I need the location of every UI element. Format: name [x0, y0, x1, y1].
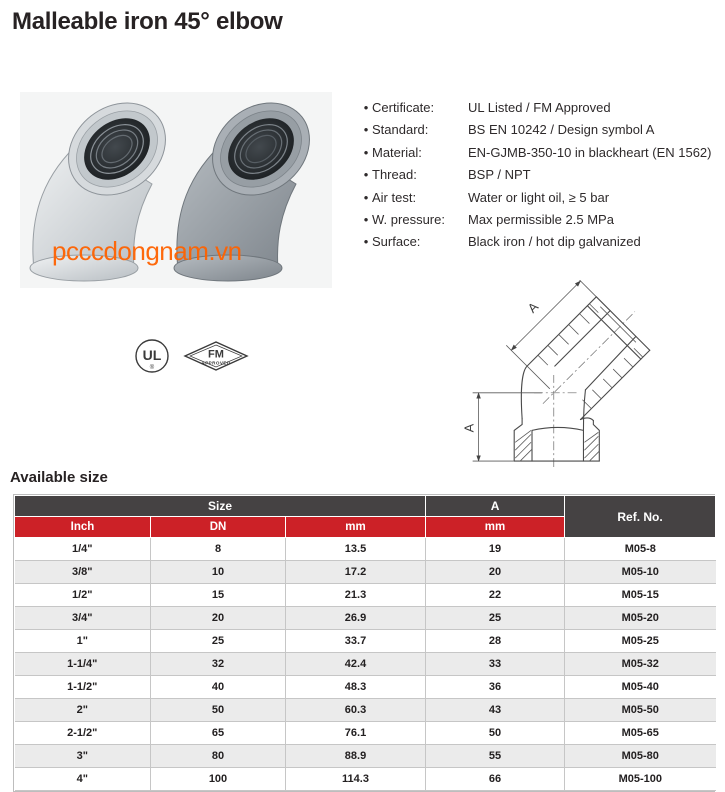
table-cell: M05-50	[565, 699, 716, 722]
table-cell: 8	[151, 538, 286, 561]
table-cell: 10	[151, 561, 286, 584]
spec-value: Water or light oil, ≥ 5 bar	[468, 189, 610, 205]
spec-label: Surface:	[372, 234, 421, 250]
table-cell: 88.9	[286, 745, 426, 768]
bullet-icon: •	[363, 144, 369, 160]
table-cell: 65	[151, 722, 286, 745]
svg-text:®: ®	[149, 365, 155, 371]
table-cell: 28	[426, 630, 565, 653]
table-cell: 36	[426, 676, 565, 699]
table-row	[15, 676, 716, 699]
ul-logo-icon	[136, 340, 168, 372]
spec-row-material	[360, 142, 720, 164]
table-cell: 33	[426, 653, 565, 676]
size-table	[14, 495, 716, 791]
table-cell: M05-65	[565, 722, 716, 745]
table-row	[15, 768, 716, 791]
table-cell: 15	[151, 584, 286, 607]
bullet-icon: •	[363, 189, 369, 205]
table-cell: 2"	[15, 699, 151, 722]
table-cell: 80	[151, 745, 286, 768]
table-cell: 76.1	[286, 722, 426, 745]
certification-logos	[131, 336, 251, 378]
table-cell: 13.5	[286, 538, 426, 561]
table-cell: 19	[426, 538, 565, 561]
bullet-icon: •	[363, 122, 369, 138]
header-size: Size	[15, 496, 426, 517]
spec-row-standard	[360, 119, 720, 141]
table-row	[15, 607, 716, 630]
spec-row-thread	[360, 164, 720, 186]
table-cell: 100	[151, 768, 286, 791]
watermark-text: pcccdongnam.vn	[52, 236, 242, 266]
size-table-body	[15, 538, 716, 791]
spec-value: UL Listed / FM Approved	[468, 100, 611, 115]
table-cell: M05-25	[565, 630, 716, 653]
table-cell: 25	[151, 630, 286, 653]
available-size-heading: Available size	[10, 469, 108, 486]
svg-text:A: A	[461, 423, 477, 433]
svg-text:FM: FM	[208, 348, 224, 361]
table-row	[15, 699, 716, 722]
table-cell: M05-32	[565, 653, 716, 676]
spec-label: Material:	[372, 144, 422, 160]
table-cell: 1"	[15, 630, 151, 653]
table-cell: 43	[426, 699, 565, 722]
table-row	[15, 538, 716, 561]
table-row	[15, 722, 716, 745]
product-photo	[20, 92, 332, 288]
header-mm-a: mm	[426, 517, 565, 538]
table-row	[15, 745, 716, 768]
table-cell: 60.3	[286, 699, 426, 722]
table-cell: 3"	[15, 745, 151, 768]
table-cell: 26.9	[286, 607, 426, 630]
bullet-icon: •	[363, 100, 369, 115]
table-cell: 1/2"	[15, 584, 151, 607]
table-cell: M05-80	[565, 745, 716, 768]
svg-text:A: A	[524, 299, 542, 316]
header-a: A	[426, 496, 565, 517]
spec-label: Certificate:	[372, 100, 435, 115]
table-cell: 32	[151, 653, 286, 676]
table-cell: 33.7	[286, 630, 426, 653]
table-cell: M05-40	[565, 676, 716, 699]
table-cell: 1-1/2"	[15, 676, 151, 699]
spec-value: Max permissible 2.5 MPa	[468, 212, 614, 228]
table-cell: 50	[426, 722, 565, 745]
table-row	[15, 653, 716, 676]
header-ref-no: Ref. No.	[565, 496, 716, 538]
spec-label: W. pressure:	[372, 212, 445, 228]
table-cell: 22	[426, 584, 565, 607]
table-cell: 1/4"	[15, 538, 151, 561]
table-cell: 17.2	[286, 561, 426, 584]
bullet-icon: •	[363, 234, 369, 250]
table-cell: M05-100	[565, 768, 716, 791]
spec-label: Standard:	[372, 122, 429, 138]
table-cell: 55	[426, 745, 565, 768]
spec-list	[360, 97, 720, 254]
table-cell: 50	[151, 699, 286, 722]
bullet-icon: •	[363, 167, 369, 183]
header-inch: Inch	[15, 517, 151, 538]
technical-drawing	[438, 280, 722, 468]
table-cell: 1-1/4"	[15, 653, 151, 676]
table-row	[15, 630, 716, 653]
header-dn: DN	[151, 517, 286, 538]
table-cell: 66	[426, 768, 565, 791]
table-cell: M05-20	[565, 607, 716, 630]
spec-row-certificate	[360, 97, 720, 119]
table-cell: 42.4	[286, 653, 426, 676]
table-cell: 40	[151, 676, 286, 699]
svg-text:UL: UL	[142, 347, 162, 363]
table-cell: 20	[151, 607, 286, 630]
table-cell: 25	[426, 607, 565, 630]
spec-value: BSP / NPT	[468, 167, 531, 183]
header-mm-size: mm	[286, 517, 426, 538]
table-cell: 48.3	[286, 676, 426, 699]
spec-value: Black iron / hot dip galvanized	[468, 234, 641, 250]
table-row	[15, 561, 716, 584]
table-cell: 3/4"	[15, 607, 151, 630]
group-header-row	[15, 496, 716, 517]
spec-value: BS EN 10242 / Design symbol A	[468, 122, 655, 138]
table-cell: M05-10	[565, 561, 716, 584]
page-title: Malleable iron 45° elbow	[12, 8, 283, 35]
table-row	[15, 584, 716, 607]
table-cell: M05-8	[565, 538, 716, 561]
spec-row-airtest	[360, 187, 720, 209]
spec-row-surface	[360, 231, 720, 253]
table-cell: 4"	[15, 768, 151, 791]
spec-label: Thread:	[372, 167, 417, 183]
table-cell: 3/8"	[15, 561, 151, 584]
bullet-icon: •	[363, 212, 369, 228]
table-cell: M05-15	[565, 584, 716, 607]
fm-approved-icon	[185, 342, 247, 370]
spec-value: EN-GJMB-350-10 in blackheart (EN 1562)	[468, 144, 712, 160]
svg-text:APPROVED: APPROVED	[201, 360, 231, 366]
table-cell: 20	[426, 561, 565, 584]
table-cell: 114.3	[286, 768, 426, 791]
size-table-wrapper	[13, 494, 715, 792]
table-cell: 21.3	[286, 584, 426, 607]
table-cell: 2-1/2"	[15, 722, 151, 745]
spec-row-pressure	[360, 209, 720, 231]
spec-label: Air test:	[372, 189, 417, 205]
